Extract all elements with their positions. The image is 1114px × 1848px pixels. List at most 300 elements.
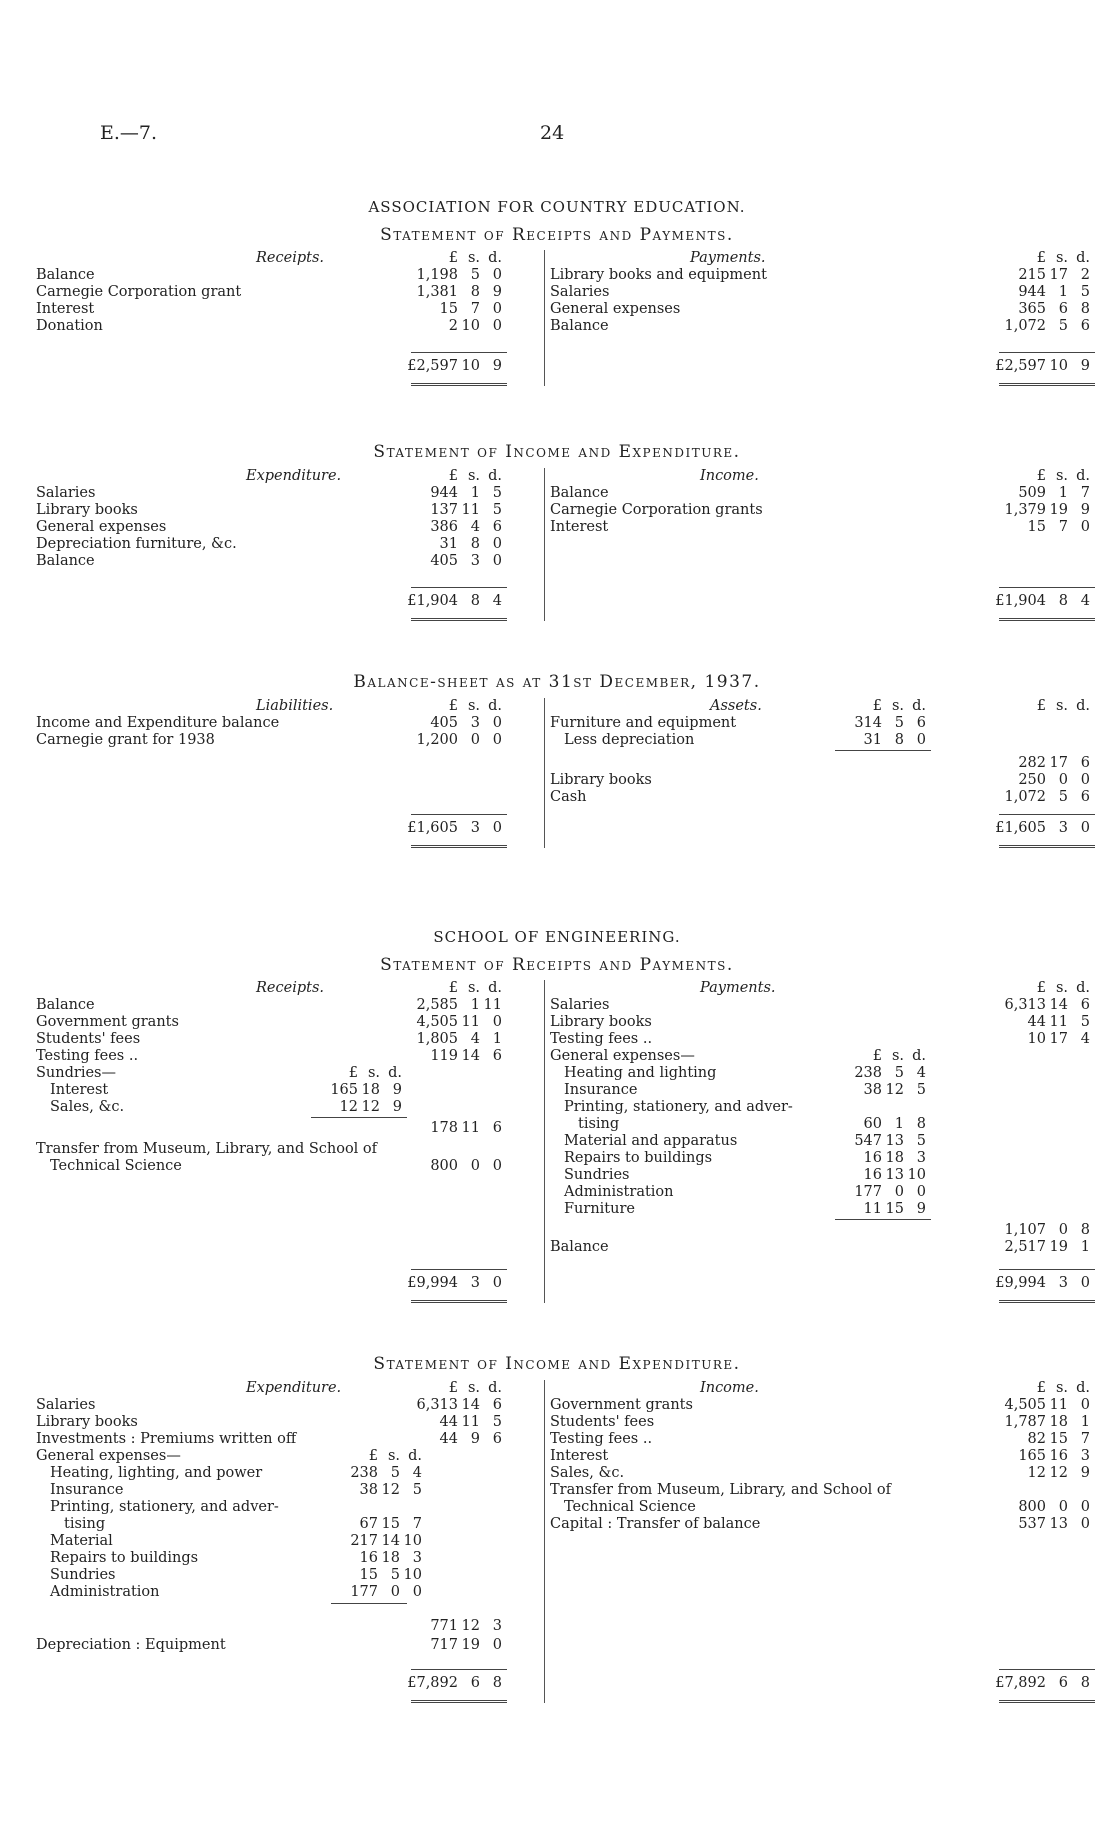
genexp-total-pounds: 1,107 bbox=[1004, 1222, 1046, 1238]
expenditure-double-rule bbox=[411, 618, 507, 621]
income-title: Income. bbox=[700, 468, 759, 484]
genexp-amount-pence: 10 bbox=[403, 1567, 422, 1583]
expenditure-row-label: Library books bbox=[36, 1414, 138, 1430]
expenditure-col-heads bbox=[406, 468, 502, 484]
expenditure-amount-shillings: 3 bbox=[470, 553, 480, 569]
receipt-amount bbox=[406, 1031, 502, 1047]
income-amount-pence: 7 bbox=[1080, 1431, 1090, 1447]
receipt-row-label: Balance bbox=[36, 267, 95, 283]
genexp-col-heads bbox=[830, 1048, 926, 1064]
payment-amount bbox=[994, 997, 1090, 1013]
genexp-row-label: Repairs to buildings bbox=[564, 1150, 713, 1166]
furniture-amount-pence: 6 bbox=[916, 715, 926, 731]
payment-amount-pounds: 944 bbox=[1018, 284, 1046, 300]
expenditure-amount bbox=[406, 485, 502, 501]
expenditure-total-pence: 8 bbox=[492, 1675, 502, 1691]
income-amount bbox=[994, 1465, 1090, 1481]
receipt-amount-pounds: 15 bbox=[439, 301, 458, 317]
income-rule bbox=[999, 1669, 1095, 1670]
furniture-amount bbox=[830, 715, 926, 731]
receipt-amount-shillings: 8 bbox=[470, 284, 480, 300]
income-total-pounds: £7,892 bbox=[995, 1675, 1046, 1691]
expenditure-amount-pounds: 44 bbox=[439, 1414, 458, 1430]
genexp-col-heads-pence-head: d. bbox=[408, 1448, 422, 1464]
receipt-amount-pounds: 1,198 bbox=[416, 267, 458, 283]
divider bbox=[544, 980, 545, 1303]
expenditure-amount-shillings: 14 bbox=[461, 1397, 480, 1413]
asset-amount bbox=[994, 772, 1090, 788]
payments-total bbox=[994, 1275, 1090, 1291]
expenditure-amount bbox=[406, 1397, 502, 1413]
asset-amount-shillings: 5 bbox=[1058, 789, 1068, 805]
income-amount-pence: 0 bbox=[1080, 1397, 1090, 1413]
receipt-amount-shillings: 11 bbox=[461, 1014, 480, 1030]
payments-total-pounds: £2,597 bbox=[995, 358, 1046, 374]
expenditure-amount-pence: 5 bbox=[492, 1414, 502, 1430]
genexp-row-label: Furniture bbox=[564, 1201, 635, 1217]
asset-amount-pence: 0 bbox=[1080, 772, 1090, 788]
income-amount-shillings: 12 bbox=[1049, 1465, 1068, 1481]
income-amount-pounds: 1,379 bbox=[1004, 502, 1046, 518]
balance-amount-pence: 1 bbox=[1080, 1239, 1090, 1255]
genexp-amount bbox=[830, 1082, 926, 1098]
receipts-col-heads bbox=[406, 250, 502, 266]
genexp-amount-pence: 7 bbox=[412, 1516, 422, 1532]
receipt-amount-pence: 1 bbox=[492, 1031, 502, 1047]
receipt-row-label: Testing fees .. bbox=[36, 1048, 139, 1064]
transfer-amount-shillings: 0 bbox=[1058, 1499, 1068, 1515]
income-row-label: Balance bbox=[550, 485, 609, 501]
income-amount-pounds: 165 bbox=[1018, 1448, 1046, 1464]
payment-amount-shillings: 1 bbox=[1058, 284, 1068, 300]
payment-amount-shillings: 6 bbox=[1058, 301, 1068, 317]
income-total bbox=[994, 593, 1090, 609]
income-amount-pence: 0 bbox=[1080, 519, 1090, 535]
income-amount-shillings: 16 bbox=[1049, 1448, 1068, 1464]
expenditure-total-shillings: 8 bbox=[470, 593, 480, 609]
receipt-amount-pounds: 4,505 bbox=[416, 1014, 458, 1030]
expenditure-amount-pounds: 386 bbox=[430, 519, 458, 535]
income-title: Income. bbox=[700, 1380, 759, 1396]
payment-row-label: Library books bbox=[550, 1014, 652, 1030]
receipt-amount bbox=[406, 284, 502, 300]
genexp-col-heads-shilling-head: s. bbox=[387, 1448, 400, 1464]
liabilities-double-rule bbox=[411, 845, 507, 848]
payment-row-label: General expenses bbox=[550, 301, 681, 317]
income-col-heads-shilling-head: s. bbox=[1055, 468, 1068, 484]
genexp-amount-shillings: 0 bbox=[390, 1584, 400, 1600]
liabilities-col-heads-shilling-head: s. bbox=[467, 698, 480, 714]
payment-amount bbox=[994, 1014, 1090, 1030]
income-row-label: Students' fees bbox=[550, 1414, 655, 1430]
payments-double-rule bbox=[999, 383, 1095, 386]
expenditure-amount-pounds: 44 bbox=[439, 1431, 458, 1447]
expenditure-amount-pence: 5 bbox=[492, 502, 502, 518]
receipts-col-heads-pound-head: £ bbox=[448, 250, 458, 266]
sundry-amount bbox=[306, 1082, 402, 1098]
genexp-amount-shillings: 14 bbox=[381, 1533, 400, 1549]
transfer-amount-pence: 0 bbox=[1080, 1499, 1090, 1515]
genexp-row-label: Administration bbox=[50, 1584, 160, 1600]
payments-total-shillings: 10 bbox=[1049, 358, 1068, 374]
income-row-label: Testing fees .. bbox=[550, 1431, 653, 1447]
receipts-total-pounds: £9,994 bbox=[407, 1275, 458, 1291]
payments-col-heads-shilling-head: s. bbox=[1055, 980, 1068, 996]
receipts-total-shillings: 10 bbox=[461, 358, 480, 374]
receipt-amount bbox=[406, 301, 502, 317]
genexp-rule bbox=[835, 1219, 931, 1220]
income-row-label: Government grants bbox=[550, 1397, 693, 1413]
income-amount bbox=[994, 1397, 1090, 1413]
liabilities-col-heads-pence-head: d. bbox=[488, 698, 502, 714]
income-total-shillings: 8 bbox=[1058, 593, 1068, 609]
depreciation-amount-shillings: 19 bbox=[461, 1637, 480, 1653]
genexp-row-label: Repairs to buildings bbox=[50, 1550, 199, 1566]
expenditure-amount-shillings: 1 bbox=[470, 485, 480, 501]
genexp-row-label: Heating, lighting, and power bbox=[50, 1465, 263, 1481]
receipt-row-label: Students' fees bbox=[36, 1031, 141, 1047]
sundry-amount-pounds: 165 bbox=[330, 1082, 358, 1098]
expenditure-col-heads-shilling-head: s. bbox=[467, 1380, 480, 1396]
genexp-amount-shillings: 5 bbox=[894, 1065, 904, 1081]
transfer-amount bbox=[406, 1158, 502, 1174]
divider bbox=[544, 1380, 545, 1703]
receipt-amount-pence: 0 bbox=[492, 1014, 502, 1030]
balance-amount bbox=[994, 1239, 1090, 1255]
sundries-total-shillings: 11 bbox=[461, 1120, 480, 1136]
genexp-amount-pounds: 547 bbox=[854, 1133, 882, 1149]
expenditure-amount-pence: 0 bbox=[492, 553, 502, 569]
expenditure-amount-pounds: 31 bbox=[439, 536, 458, 552]
payment-amount-shillings: 5 bbox=[1058, 318, 1068, 334]
liabilities-col-heads bbox=[406, 698, 502, 714]
liability-amount-pence: 0 bbox=[492, 715, 502, 731]
expenditure-amount-pounds: 137 bbox=[430, 502, 458, 518]
receipt-amount-pounds: 1,805 bbox=[416, 1031, 458, 1047]
furniture-rule bbox=[835, 750, 931, 751]
assets-sub-col-heads-pound-head: £ bbox=[872, 698, 882, 714]
income-amount-shillings: 15 bbox=[1049, 1431, 1068, 1447]
receipts-col-heads-pence-head: d. bbox=[488, 250, 502, 266]
income-col-heads-shilling-head: s. bbox=[1055, 1380, 1068, 1396]
payment-amount bbox=[994, 1031, 1090, 1047]
assoc-rp-heading: Statement of Receipts and Payments. bbox=[380, 225, 734, 245]
genexp-total-shillings: 12 bbox=[461, 1618, 480, 1634]
assets-col-heads-pence-head: d. bbox=[1076, 698, 1090, 714]
genexp-amount-pence: 5 bbox=[916, 1133, 926, 1149]
income-total-pence: 4 bbox=[1080, 593, 1090, 609]
less-depreciation-amount-pounds: 31 bbox=[863, 732, 882, 748]
transfer-row-2-label: Technical Science bbox=[564, 1499, 696, 1515]
receipts-col-heads-pence-head: d. bbox=[488, 980, 502, 996]
genexp-amount-pence: 10 bbox=[907, 1167, 926, 1183]
genexp-row-label: Material bbox=[50, 1533, 113, 1549]
expenditure-total-shillings: 6 bbox=[470, 1675, 480, 1691]
income-amount bbox=[994, 1448, 1090, 1464]
receipt-amount-shillings: 4 bbox=[470, 1031, 480, 1047]
receipts-total-pence: 0 bbox=[492, 1275, 502, 1291]
liabilities-rule bbox=[411, 814, 507, 815]
payments-total-shillings: 3 bbox=[1058, 1275, 1068, 1291]
genexp-amount bbox=[326, 1482, 422, 1498]
payments-total bbox=[994, 358, 1090, 374]
genexp-amount bbox=[830, 1167, 926, 1183]
sundries-col-heads bbox=[306, 1065, 402, 1081]
income-row-label: Interest bbox=[550, 519, 609, 535]
genexp-amount bbox=[830, 1116, 926, 1132]
genexp-col-heads-pound-head: £ bbox=[872, 1048, 882, 1064]
payment-amount-pounds: 215 bbox=[1018, 267, 1046, 283]
income-amount bbox=[994, 519, 1090, 535]
expenditure-amount-pounds: 405 bbox=[430, 553, 458, 569]
genexp-amount-shillings: 18 bbox=[885, 1150, 904, 1166]
sundries-total bbox=[406, 1120, 502, 1136]
liability-amount-pence: 0 bbox=[492, 732, 502, 748]
genexp-row-label: Sundries bbox=[564, 1167, 630, 1183]
income-amount-pence: 9 bbox=[1080, 502, 1090, 518]
expenditure-amount bbox=[406, 536, 502, 552]
receipts-total-pence: 9 bbox=[492, 358, 502, 374]
income-row-label: Carnegie Corporation grants bbox=[550, 502, 763, 518]
furniture-amount-pounds: 314 bbox=[854, 715, 882, 731]
genexp-amount-pence: 9 bbox=[916, 1201, 926, 1217]
asset-row-label: Cash bbox=[550, 789, 587, 805]
expenditure-total bbox=[406, 593, 502, 609]
genexp-total-pence: 3 bbox=[492, 1618, 502, 1634]
page-number: 24 bbox=[540, 122, 565, 144]
asset-amount-pounds: 1,072 bbox=[1004, 789, 1046, 805]
genexp-amount-shillings: 15 bbox=[885, 1201, 904, 1217]
depreciation-amount-pence: 0 bbox=[492, 1637, 502, 1653]
income-col-heads-pound-head: £ bbox=[1036, 1380, 1046, 1396]
payments-title: Payments. bbox=[700, 980, 776, 996]
expenditure-amount-pounds: 6,313 bbox=[416, 1397, 458, 1413]
receipt-amount-pence: 0 bbox=[492, 318, 502, 334]
genexp-amount-shillings: 5 bbox=[390, 1567, 400, 1583]
payment-amount-pence: 2 bbox=[1080, 267, 1090, 283]
expenditure-amount-pence: 6 bbox=[492, 519, 502, 535]
genexp-amount-pounds: 16 bbox=[863, 1150, 882, 1166]
liability-amount bbox=[406, 732, 502, 748]
depreciation-amount-pounds: 717 bbox=[430, 1637, 458, 1653]
liabilities-total-pounds: £1,605 bbox=[407, 820, 458, 836]
income-col-heads-pence-head: d. bbox=[1076, 1380, 1090, 1396]
receipt-row-label: Balance bbox=[36, 997, 95, 1013]
income-row-label: Interest bbox=[550, 1448, 609, 1464]
liability-amount-pounds: 405 bbox=[430, 715, 458, 731]
payment-amount-pence: 5 bbox=[1080, 1014, 1090, 1030]
receipt-amount-pence: 6 bbox=[492, 1048, 502, 1064]
receipt-amount bbox=[406, 997, 502, 1013]
liabilities-total-pence: 0 bbox=[492, 820, 502, 836]
asset-amount-pence: 6 bbox=[1080, 789, 1090, 805]
assoc-bs-heading: Balance-sheet as at 31st December, 1937. bbox=[353, 672, 761, 692]
genexp-amount-shillings: 13 bbox=[885, 1133, 904, 1149]
payment-amount-pounds: 365 bbox=[1018, 301, 1046, 317]
expenditure-amount bbox=[406, 1414, 502, 1430]
genexp-amount bbox=[830, 1201, 926, 1217]
receipts-col-heads-pound-head: £ bbox=[448, 980, 458, 996]
genexp-row-label: Heating and lighting bbox=[564, 1065, 717, 1081]
payment-amount-pounds: 6,313 bbox=[1004, 997, 1046, 1013]
eng-receipts-payments bbox=[36, 980, 1090, 1310]
assets-rule bbox=[999, 814, 1095, 815]
receipts-col-heads-shilling-head: s. bbox=[467, 250, 480, 266]
liability-amount-pounds: 1,200 bbox=[416, 732, 458, 748]
page-code: E.—7. bbox=[100, 122, 158, 144]
expenditure-row-label: Balance bbox=[36, 553, 95, 569]
furniture-net-amount-pounds: 282 bbox=[1018, 755, 1046, 771]
genexp-amount-pounds: 238 bbox=[350, 1465, 378, 1481]
receipt-amount-shillings: 10 bbox=[461, 318, 480, 334]
income-amount bbox=[994, 1431, 1090, 1447]
receipt-amount-pounds: 119 bbox=[430, 1048, 458, 1064]
payment-row-label: Library books and equipment bbox=[550, 267, 767, 283]
expenditure-amount-pence: 0 bbox=[492, 536, 502, 552]
expenditure-row-label: Depreciation furniture, &c. bbox=[36, 536, 237, 552]
assoc-balance-sheet bbox=[36, 698, 1090, 858]
income-amount-pounds: 509 bbox=[1018, 485, 1046, 501]
payment-amount-pounds: 10 bbox=[1027, 1031, 1046, 1047]
liability-row-label: Income and Expenditure balance bbox=[36, 715, 280, 731]
sundry-amount-pence: 9 bbox=[392, 1082, 402, 1098]
genexp-amount-pence: 5 bbox=[916, 1082, 926, 1098]
sundry-amount-shillings: 12 bbox=[361, 1099, 380, 1115]
expenditure-amount bbox=[406, 502, 502, 518]
income-amount bbox=[994, 1414, 1090, 1430]
genexp-amount bbox=[830, 1150, 926, 1166]
expenditure-title: Expenditure. bbox=[246, 468, 342, 484]
expenditure-col-heads bbox=[406, 1380, 502, 1396]
payments-title: Payments. bbox=[690, 250, 766, 266]
sundry-row-label: Interest bbox=[50, 1082, 109, 1098]
income-amount-pounds: 1,787 bbox=[1004, 1414, 1046, 1430]
receipt-row-label: Carnegie Corporation grant bbox=[36, 284, 242, 300]
receipt-amount-shillings: 5 bbox=[470, 267, 480, 283]
genexp-col-heads bbox=[326, 1448, 422, 1464]
receipt-row-label: Donation bbox=[36, 318, 103, 334]
receipt-amount-shillings: 1 bbox=[470, 997, 480, 1013]
sundry-row-label: Sales, &c. bbox=[50, 1099, 125, 1115]
expenditure-col-heads-pound-head: £ bbox=[448, 468, 458, 484]
eng-ie-heading: Statement of Income and Expenditure. bbox=[373, 1354, 741, 1374]
balance-amount-shillings: 19 bbox=[1049, 1239, 1068, 1255]
genexp-amount-pence: 4 bbox=[916, 1065, 926, 1081]
receipt-amount bbox=[406, 318, 502, 334]
divider bbox=[544, 250, 545, 386]
sundries-col-heads-shilling-head: s. bbox=[367, 1065, 380, 1081]
genexp-amount bbox=[326, 1567, 422, 1583]
expenditure-amount-shillings: 11 bbox=[461, 1414, 480, 1430]
expenditure-amount-shillings: 11 bbox=[461, 502, 480, 518]
assets-sub-col-heads-shilling-head: s. bbox=[891, 698, 904, 714]
expenditure-amount-pounds: 944 bbox=[430, 485, 458, 501]
capital-amount-pounds: 537 bbox=[1018, 1516, 1046, 1532]
income-amount-shillings: 19 bbox=[1049, 502, 1068, 518]
income-amount-pounds: 15 bbox=[1027, 519, 1046, 535]
genexp-total-pounds: 771 bbox=[430, 1618, 458, 1634]
receipt-amount-pence: 9 bbox=[492, 284, 502, 300]
expenditure-amount bbox=[406, 553, 502, 569]
income-amount-pence: 3 bbox=[1080, 1448, 1090, 1464]
genexp-amount-pence: 3 bbox=[412, 1550, 422, 1566]
expenditure-amount-pence: 6 bbox=[492, 1431, 502, 1447]
capital-amount-pence: 0 bbox=[1080, 1516, 1090, 1532]
expenditure-row-label: General expenses bbox=[36, 519, 167, 535]
genexp-row-label: Administration bbox=[564, 1184, 674, 1200]
genexp-row-label: Insurance bbox=[564, 1082, 638, 1098]
expenditure-total bbox=[406, 1675, 502, 1691]
genexp-amount-shillings: 1 bbox=[894, 1116, 904, 1132]
genexp-amount-pence: 0 bbox=[916, 1184, 926, 1200]
payment-amount-shillings: 17 bbox=[1049, 267, 1068, 283]
genexp-amount-shillings: 13 bbox=[885, 1167, 904, 1183]
furniture-net-amount-pence: 6 bbox=[1080, 755, 1090, 771]
capital-amount bbox=[994, 1516, 1090, 1532]
expenditure-rule bbox=[411, 1669, 507, 1670]
payments-col-heads bbox=[994, 250, 1090, 266]
depreciation-row-label: Depreciation : Equipment bbox=[36, 1637, 226, 1653]
capital-amount-shillings: 13 bbox=[1049, 1516, 1068, 1532]
furniture-amount-shillings: 5 bbox=[894, 715, 904, 731]
balance-amount-pounds: 2,517 bbox=[1004, 1239, 1046, 1255]
payments-col-heads-pound-head: £ bbox=[1036, 980, 1046, 996]
transfer-amount-pence: 0 bbox=[492, 1158, 502, 1174]
payments-col-heads-shilling-head: s. bbox=[1055, 250, 1068, 266]
sundry-amount-shillings: 18 bbox=[361, 1082, 380, 1098]
receipt-amount-pence: 0 bbox=[492, 267, 502, 283]
asset-row-label: Library books bbox=[550, 772, 652, 788]
expenditure-rule bbox=[411, 587, 507, 588]
income-col-heads bbox=[994, 1380, 1090, 1396]
asset-amount bbox=[994, 789, 1090, 805]
transfer-amount-pounds: 800 bbox=[430, 1158, 458, 1174]
income-total-pounds: £1,904 bbox=[995, 593, 1046, 609]
genexp-total bbox=[994, 1222, 1090, 1238]
payment-amount bbox=[994, 284, 1090, 300]
income-amount-pence: 9 bbox=[1080, 1465, 1090, 1481]
income-total bbox=[994, 1675, 1090, 1691]
genexp-amount-shillings: 0 bbox=[894, 1184, 904, 1200]
payment-amount-pence: 5 bbox=[1080, 284, 1090, 300]
payment-amount-shillings: 17 bbox=[1049, 1031, 1068, 1047]
payments-rule bbox=[999, 352, 1095, 353]
payments-col-heads bbox=[994, 980, 1090, 996]
expenditure-col-heads-pence-head: d. bbox=[488, 468, 502, 484]
expenditure-row-label: Library books bbox=[36, 502, 138, 518]
income-amount-shillings: 18 bbox=[1049, 1414, 1068, 1430]
transfer-amount bbox=[994, 1499, 1090, 1515]
genexp-amount bbox=[326, 1584, 422, 1600]
receipts-col-heads bbox=[406, 980, 502, 996]
furniture-net-amount bbox=[994, 755, 1090, 771]
transfer-amount-shillings: 0 bbox=[470, 1158, 480, 1174]
eng-income-expenditure bbox=[36, 1380, 1090, 1710]
income-amount-shillings: 11 bbox=[1049, 1397, 1068, 1413]
assets-col-heads-shilling-head: s. bbox=[1055, 698, 1068, 714]
sundries-total-pence: 6 bbox=[492, 1120, 502, 1136]
liabilities-title: Liabilities. bbox=[256, 698, 334, 714]
payments-col-heads-pence-head: d. bbox=[1076, 250, 1090, 266]
genexp-amount-pounds: 67 bbox=[359, 1516, 378, 1532]
receipt-amount-shillings: 7 bbox=[470, 301, 480, 317]
genexp-total-shillings: 0 bbox=[1058, 1222, 1068, 1238]
expenditure-amount bbox=[406, 519, 502, 535]
income-col-heads bbox=[994, 468, 1090, 484]
receipt-amount bbox=[406, 267, 502, 283]
divider bbox=[544, 468, 545, 621]
genexp-amount-pence: 8 bbox=[916, 1116, 926, 1132]
